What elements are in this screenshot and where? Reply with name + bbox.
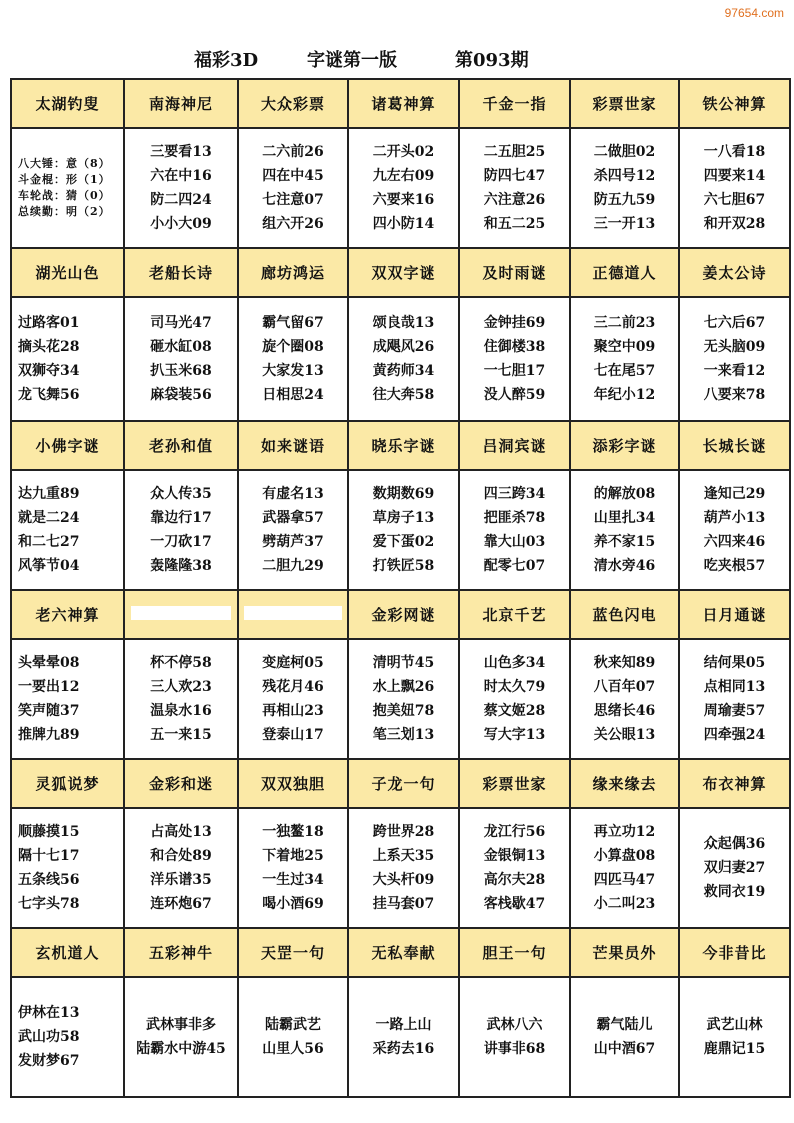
riddle-cell (11, 977, 124, 1097)
riddle-row (11, 297, 790, 421)
riddle-line: 七在尾57 (593, 363, 656, 379)
riddle-line: 车轮战：猜（0） (18, 189, 111, 202)
riddle-line: 笑声随37 (18, 703, 80, 719)
riddle-cell (679, 470, 790, 590)
column-author-header: 添彩字谜 (570, 421, 679, 470)
riddle-line: 思绪长46 (593, 703, 656, 719)
riddle-line: 四在中45 (262, 168, 324, 184)
riddle-line: 配零七07 (483, 558, 546, 574)
riddle-line: 三一开13 (593, 216, 656, 232)
riddle-line: 龙江行56 (483, 824, 546, 840)
riddle-line: 吃夹根57 (703, 558, 766, 574)
riddle-line: 连环炮67 (150, 896, 212, 912)
column-author-header: 双双字谜 (348, 248, 459, 297)
column-author-header: 胆王一句 (459, 928, 570, 977)
riddle-cell (348, 128, 459, 248)
riddle-line: 陆霸武艺 (265, 1017, 321, 1033)
riddle-line: 笔三划13 (372, 727, 435, 743)
column-author-header: 太湖钓叟 (11, 79, 124, 128)
column-author-header (124, 590, 238, 639)
riddle-line: 小算盘08 (593, 848, 656, 864)
column-author-header: 老六神算 (11, 590, 124, 639)
riddle-line: 一路上山 (375, 1017, 432, 1033)
column-author-header: 廊坊鸿运 (238, 248, 348, 297)
riddle-line: 六在中16 (150, 168, 212, 184)
riddle-row (11, 977, 790, 1097)
riddle-line: 一八看18 (703, 144, 766, 160)
riddle-line: 抱美妞78 (372, 703, 435, 719)
column-author-header: 晓乐字谜 (348, 421, 459, 470)
riddle-line: 葫芦小13 (703, 510, 766, 526)
riddle-line: 五条线56 (18, 872, 80, 888)
riddle-cell (570, 470, 679, 590)
riddle-line: 金银铜13 (483, 848, 546, 864)
riddle-line: 一独鳌18 (262, 824, 324, 840)
column-author-header: 千金一指 (459, 79, 570, 128)
riddle-line: 二开头02 (372, 144, 435, 160)
riddle-cell (570, 297, 679, 421)
riddle-cell (679, 977, 790, 1097)
column-author-header: 无私奉献 (348, 928, 459, 977)
riddle-line: 大头杆09 (372, 872, 435, 888)
riddle-line: 跨世界28 (372, 824, 435, 840)
riddle-line: 再立功12 (593, 824, 656, 840)
column-author-header: 诸葛神算 (348, 79, 459, 128)
riddle-line: 武林事非多 (146, 1017, 216, 1033)
column-author-header: 老船长诗 (124, 248, 238, 297)
riddle-line: 和开双28 (703, 216, 766, 232)
riddle-line: 扒玉米68 (150, 363, 212, 379)
riddle-line: 水上飘26 (372, 679, 435, 695)
riddle-line: 发财梦67 (18, 1053, 80, 1069)
title-edition: 字谜第一版 (307, 50, 397, 71)
riddle-line: 关公眼13 (593, 727, 656, 743)
riddle-line: 推牌九89 (18, 727, 80, 743)
riddle-line: 逢知己29 (703, 486, 766, 502)
header-row (11, 421, 790, 470)
riddle-line: 二六前26 (262, 144, 324, 160)
riddle-line: 高尔夫28 (483, 872, 546, 888)
riddle-line: 结何果05 (703, 655, 766, 671)
riddle-cell (459, 639, 570, 759)
column-author-header: 金彩和迷 (124, 759, 238, 808)
riddle-row (11, 470, 790, 590)
riddle-line: 数期数69 (372, 486, 435, 502)
riddle-line: 八要来78 (703, 387, 766, 403)
riddle-line: 周瑜妻57 (703, 703, 766, 719)
riddle-line: 武山功58 (18, 1029, 80, 1045)
column-author-header: 彩票世家 (570, 79, 679, 128)
riddle-line: 有虚名13 (262, 486, 324, 502)
riddle-line: 靠边行17 (150, 510, 212, 526)
riddle-cell (238, 128, 348, 248)
riddle-line: 把匪杀78 (483, 510, 546, 526)
riddle-line: 住御楼38 (483, 339, 546, 355)
riddle-line: 再相山23 (262, 703, 324, 719)
column-author-header: 玄机道人 (11, 928, 124, 977)
title-lottery: 福彩3D (194, 50, 259, 71)
riddle-line: 旋个圈08 (262, 339, 324, 355)
riddle-line: 四匹马47 (593, 872, 656, 888)
riddle-cell (348, 639, 459, 759)
site-watermark: 97654.com (724, 6, 784, 20)
riddle-line: 风筝节04 (18, 558, 80, 574)
column-author-header: 彩票世家 (459, 759, 570, 808)
column-author-header: 日月通谜 (679, 590, 790, 639)
column-author-header: 长城长谜 (679, 421, 790, 470)
blanked-label (131, 606, 232, 620)
riddle-line: 山里扎34 (593, 510, 656, 526)
riddle-line: 挂马套07 (372, 896, 435, 912)
riddle-line: 鹿鼎记15 (703, 1041, 766, 1057)
riddle-line: 头晕晕08 (18, 655, 80, 671)
riddle-line: 一来看12 (703, 363, 766, 379)
riddle-cell (238, 977, 348, 1097)
riddle-line: 二做胆02 (593, 144, 656, 160)
riddle-line: 龙飞舞56 (18, 387, 80, 403)
riddle-line: 山色多34 (483, 655, 546, 671)
riddle-line: 采药去16 (372, 1041, 435, 1057)
riddle-line: 一要出12 (18, 679, 80, 695)
riddle-table (10, 78, 791, 1098)
riddle-line: 大家发13 (262, 363, 324, 379)
riddle-line: 和五二25 (483, 216, 546, 232)
header-row (11, 590, 790, 639)
riddle-row (11, 639, 790, 759)
riddle-cell (459, 128, 570, 248)
riddle-line: 八百年07 (593, 679, 656, 695)
riddle-line: 霸气留67 (262, 315, 324, 331)
riddle-line: 没人醉59 (483, 387, 546, 403)
riddle-cell (11, 470, 124, 590)
riddle-cell (124, 297, 238, 421)
header-row (11, 248, 790, 297)
blanked-label (244, 606, 341, 620)
riddle-cell (459, 808, 570, 928)
riddle-cell (238, 639, 348, 759)
riddle-cell (348, 977, 459, 1097)
column-author-header: 正德道人 (570, 248, 679, 297)
riddle-line: 二五胆25 (483, 144, 546, 160)
column-author-header: 南海神尼 (124, 79, 238, 128)
riddle-cell (679, 297, 790, 421)
riddle-line: 二胆九29 (262, 558, 324, 574)
riddle-line: 山里人56 (262, 1041, 324, 1057)
column-author-header: 吕洞宾谜 (459, 421, 570, 470)
column-author-header: 灵狐说梦 (11, 759, 124, 808)
riddle-cell (124, 470, 238, 590)
riddle-line: 登泰山17 (262, 727, 324, 743)
riddle-line: 六注意26 (483, 192, 546, 208)
column-author-header: 子龙一句 (348, 759, 459, 808)
column-author-header: 姜太公诗 (679, 248, 790, 297)
riddle-line: 打铁匠58 (372, 558, 435, 574)
riddle-line: 残花月46 (262, 679, 324, 695)
riddle-line: 六要来16 (372, 192, 435, 208)
riddle-cell (679, 128, 790, 248)
riddle-cell (11, 128, 124, 248)
riddle-line: 时太久79 (483, 679, 546, 695)
riddle-line: 三要看13 (150, 144, 212, 160)
riddle-line: 草房子13 (372, 510, 435, 526)
riddle-line: 斗金棍：形（1） (18, 173, 111, 186)
riddle-line: 武林八六 (486, 1017, 543, 1033)
riddle-line: 过路客01 (18, 315, 80, 331)
riddle-cell (11, 639, 124, 759)
riddle-line: 一刀砍17 (150, 534, 212, 550)
header-row (11, 928, 790, 977)
column-author-header: 老孙和值 (124, 421, 238, 470)
riddle-line: 防二四24 (150, 192, 212, 208)
riddle-line: 的解放08 (593, 486, 656, 502)
riddle-line: 组六开26 (262, 216, 324, 232)
riddle-cell (11, 808, 124, 928)
column-author-header: 北京千艺 (459, 590, 570, 639)
riddle-line: 聚空中09 (593, 339, 656, 355)
riddle-line: 日相思24 (262, 387, 324, 403)
riddle-line: 上系天35 (372, 848, 435, 864)
riddle-cell (459, 977, 570, 1097)
riddle-line: 达九重89 (18, 486, 80, 502)
riddle-line: 顺藤摸15 (18, 824, 80, 840)
riddle-line: 洋乐谱35 (150, 872, 212, 888)
riddle-line: 四三跨34 (483, 486, 546, 502)
column-author-header: 布衣神算 (679, 759, 790, 808)
column-author-header: 今非昔比 (679, 928, 790, 977)
riddle-line: 武器拿57 (262, 510, 324, 526)
riddle-line: 一生过34 (262, 872, 324, 888)
riddle-line: 陆霸水中游45 (136, 1041, 226, 1057)
column-author-header: 铁公神算 (679, 79, 790, 128)
riddle-line: 双狮夺34 (18, 363, 80, 379)
riddle-line: 清明节45 (372, 655, 435, 671)
riddle-line: 喝小酒69 (262, 896, 324, 912)
riddle-line: 下着地25 (262, 848, 324, 864)
riddle-cell (124, 808, 238, 928)
riddle-line: 养不家15 (593, 534, 656, 550)
riddle-line: 四小防14 (372, 216, 435, 232)
riddle-line: 劈葫芦37 (262, 534, 324, 550)
riddle-cell (570, 639, 679, 759)
riddle-line: 轰隆隆38 (150, 558, 212, 574)
riddle-cell (124, 639, 238, 759)
riddle-line: 温泉水16 (150, 703, 212, 719)
riddle-line: 一七胆17 (483, 363, 546, 379)
riddle-row (11, 808, 790, 928)
riddle-line: 秋来知89 (593, 655, 656, 671)
riddle-cell (679, 639, 790, 759)
column-author-header: 及时雨谜 (459, 248, 570, 297)
riddle-line: 变庭柯05 (262, 655, 324, 671)
column-author-header: 双双独胆 (238, 759, 348, 808)
riddle-cell (124, 977, 238, 1097)
riddle-line: 四牵强24 (703, 727, 766, 743)
riddle-line: 点相同13 (703, 679, 766, 695)
riddle-line: 清水旁46 (593, 558, 656, 574)
riddle-cell (570, 128, 679, 248)
riddle-cell (348, 808, 459, 928)
riddle-line: 三人欢23 (150, 679, 212, 695)
riddle-line: 客栈歇47 (483, 896, 546, 912)
riddle-cell (570, 808, 679, 928)
riddle-line: 救同衣19 (703, 884, 766, 900)
header-row (11, 79, 790, 128)
riddle-line: 山中酒67 (593, 1041, 656, 1057)
riddle-cell (679, 808, 790, 928)
riddle-line: 写大字13 (483, 727, 546, 743)
riddle-line: 颂良哉13 (372, 315, 435, 331)
riddle-line: 七六后67 (703, 315, 766, 331)
riddle-line: 就是二24 (18, 510, 80, 526)
riddle-line: 讲事非68 (483, 1041, 546, 1057)
riddle-line: 总续勤：明（2） (18, 205, 111, 218)
riddle-line: 杯不停58 (150, 655, 212, 671)
riddle-line: 无头脑09 (703, 339, 766, 355)
riddle-line: 伊林在13 (18, 1005, 80, 1021)
column-author-header: 缘来缘去 (570, 759, 679, 808)
riddle-line: 隔十七17 (18, 848, 80, 864)
riddle-line: 三二前23 (593, 315, 656, 331)
column-author-header: 芒果员外 (570, 928, 679, 977)
riddle-line: 小小大09 (150, 216, 212, 232)
riddle-line: 六四来46 (703, 534, 766, 550)
riddle-line: 蔡文姬28 (483, 703, 546, 719)
riddle-line: 占高处13 (150, 824, 212, 840)
column-author-header: 大众彩票 (238, 79, 348, 128)
column-author-header (238, 590, 348, 639)
riddle-cell (238, 297, 348, 421)
column-author-header: 如来谜语 (238, 421, 348, 470)
riddle-line: 防四七47 (483, 168, 546, 184)
riddle-line: 小二叫23 (593, 896, 656, 912)
riddle-line: 七字头78 (18, 896, 80, 912)
riddle-cell (238, 470, 348, 590)
riddle-line: 八大锤：意（8） (18, 157, 111, 170)
riddle-line: 往大奔58 (372, 387, 435, 403)
riddle-line: 武艺山林 (706, 1017, 763, 1033)
riddle-line: 六七胆67 (703, 192, 766, 208)
riddle-cell (124, 128, 238, 248)
column-author-header: 湖光山色 (11, 248, 124, 297)
riddle-line: 麻袋装56 (150, 387, 212, 403)
riddle-row (11, 128, 790, 248)
column-author-header: 小佛字谜 (11, 421, 124, 470)
riddle-line: 砸水缸08 (150, 339, 212, 355)
riddle-line: 黄药师34 (372, 363, 435, 379)
column-author-header: 天罡一句 (238, 928, 348, 977)
riddle-line: 成飓风26 (372, 339, 435, 355)
riddle-line: 众起偶36 (703, 836, 766, 852)
riddle-cell (348, 297, 459, 421)
riddle-line: 七注意07 (262, 192, 324, 208)
riddle-line: 年纪小12 (593, 387, 656, 403)
column-author-header: 金彩网谜 (348, 590, 459, 639)
riddle-line: 九左右09 (372, 168, 435, 184)
riddle-line: 杀四号12 (593, 168, 656, 184)
riddle-line: 双归妻27 (703, 860, 766, 876)
riddle-line: 司马光47 (150, 315, 212, 331)
header-row (11, 759, 790, 808)
riddle-line: 霸气陆儿 (596, 1017, 653, 1033)
riddle-cell (348, 470, 459, 590)
riddle-line: 众人传35 (150, 486, 212, 502)
riddle-cell (459, 297, 570, 421)
riddle-line: 爱下蛋02 (372, 534, 435, 550)
title-issue: 第093期 (455, 50, 529, 71)
riddle-line: 五一来15 (150, 727, 212, 743)
riddle-cell (459, 470, 570, 590)
riddle-line: 摘头花28 (18, 339, 80, 355)
riddle-line: 四要来14 (703, 168, 766, 184)
riddle-cell (570, 977, 679, 1097)
riddle-line: 和二七27 (18, 534, 80, 550)
riddle-cell (11, 297, 124, 421)
riddle-line: 和合处89 (150, 848, 212, 864)
riddle-line: 靠大山03 (483, 534, 546, 550)
riddle-line: 金钟挂69 (483, 315, 546, 331)
column-author-header: 五彩神牛 (124, 928, 238, 977)
riddle-cell (238, 808, 348, 928)
riddle-line: 防五九59 (593, 192, 656, 208)
page-title (0, 46, 794, 74)
column-author-header: 蓝色闪电 (570, 590, 679, 639)
